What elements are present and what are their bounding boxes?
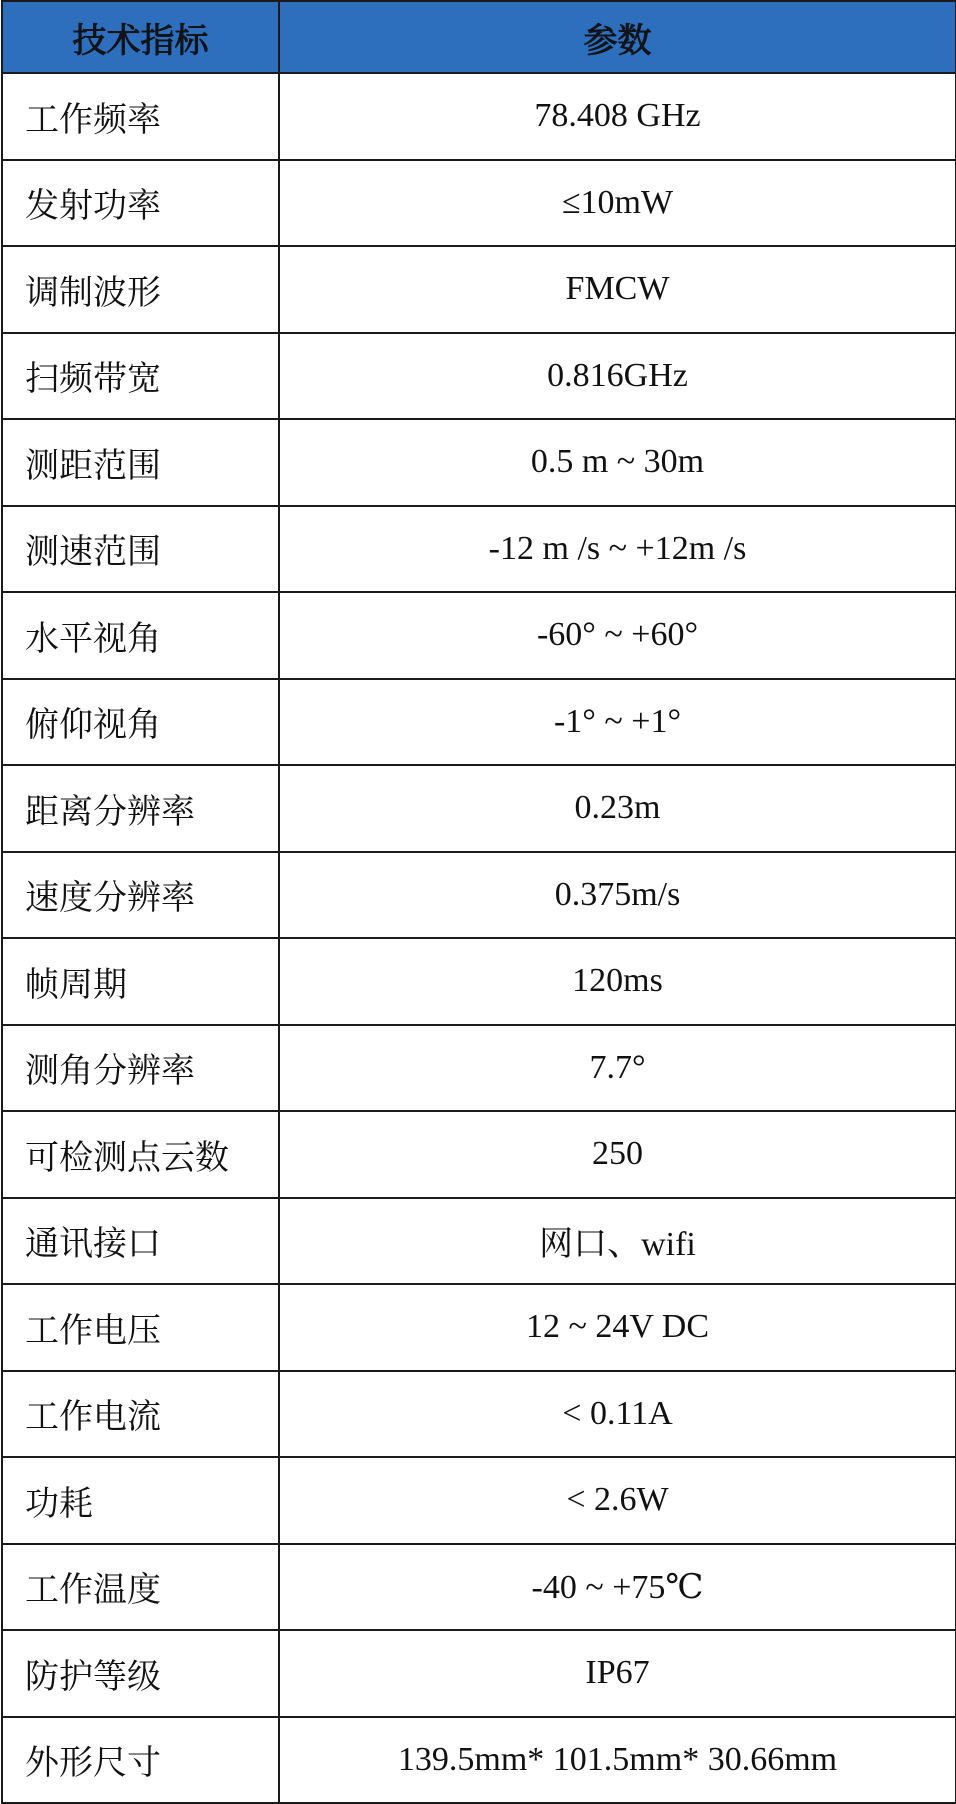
spec-value-cell: -1° ~ +1° bbox=[279, 679, 956, 766]
spec-name-cell: 扫频带宽 bbox=[2, 333, 279, 420]
table-row bbox=[2, 506, 956, 593]
spec-name-cell: 工作频率 bbox=[2, 73, 279, 160]
table-row bbox=[2, 1198, 956, 1285]
table-body bbox=[2, 73, 956, 1803]
header-row bbox=[2, 1, 956, 73]
spec-value-cell: IP67 bbox=[279, 1630, 956, 1717]
table-row bbox=[2, 852, 956, 939]
spec-value-cell: -60° ~ +60° bbox=[279, 592, 956, 679]
spec-value-cell: 139.5mm* 101.5mm* 30.66mm bbox=[279, 1717, 956, 1804]
spec-value-cell: -12 m /s ~ +12m /s bbox=[279, 506, 956, 593]
spec-name-cell: 工作电压 bbox=[2, 1284, 279, 1371]
table-row bbox=[2, 73, 956, 160]
spec-value-cell: 12 ~ 24V DC bbox=[279, 1284, 956, 1371]
header-spec-value: 参数 bbox=[279, 1, 956, 73]
spec-name-cell: 调制波形 bbox=[2, 246, 279, 333]
spec-name-cell: 测距范围 bbox=[2, 419, 279, 506]
table-row bbox=[2, 333, 956, 420]
spec-name-cell: 通讯接口 bbox=[2, 1198, 279, 1285]
spec-value-cell: 120ms bbox=[279, 938, 956, 1025]
spec-name-cell: 工作温度 bbox=[2, 1544, 279, 1631]
table-row bbox=[2, 246, 956, 333]
table-row bbox=[2, 419, 956, 506]
spec-value-cell: 网口、wifi bbox=[279, 1198, 956, 1285]
spec-name-cell: 帧周期 bbox=[2, 938, 279, 1025]
spec-name-cell: 水平视角 bbox=[2, 592, 279, 679]
spec-value-cell: ≤10mW bbox=[279, 160, 956, 247]
spec-value-cell: < 0.11A bbox=[279, 1371, 956, 1458]
spec-value-cell: 7.7° bbox=[279, 1025, 956, 1112]
table-row bbox=[2, 1111, 956, 1198]
spec-value-cell: FMCW bbox=[279, 246, 956, 333]
spec-value-cell: 0.816GHz bbox=[279, 333, 956, 420]
table-row bbox=[2, 1717, 956, 1804]
table-row bbox=[2, 160, 956, 247]
spec-name-cell: 工作电流 bbox=[2, 1371, 279, 1458]
spec-name-cell: 速度分辨率 bbox=[2, 852, 279, 939]
spec-name-cell: 可检测点云数 bbox=[2, 1111, 279, 1198]
table-row bbox=[2, 1630, 956, 1717]
spec-value-cell: -40 ~ +75℃ bbox=[279, 1544, 956, 1631]
spec-table bbox=[1, 0, 956, 1804]
spec-value-cell: 78.408 GHz bbox=[279, 73, 956, 160]
header-spec-name: 技术指标 bbox=[2, 1, 279, 73]
spec-name-cell: 外形尺寸 bbox=[2, 1717, 279, 1804]
spec-name-cell: 发射功率 bbox=[2, 160, 279, 247]
table-row bbox=[2, 679, 956, 766]
spec-name-cell: 距离分辨率 bbox=[2, 765, 279, 852]
table-row bbox=[2, 1457, 956, 1544]
spec-value-cell: 0.375m/s bbox=[279, 852, 956, 939]
table-row bbox=[2, 592, 956, 679]
table-row bbox=[2, 1284, 956, 1371]
table-header bbox=[2, 1, 956, 73]
table-row bbox=[2, 765, 956, 852]
spec-value-cell: 250 bbox=[279, 1111, 956, 1198]
spec-value-cell: < 2.6W bbox=[279, 1457, 956, 1544]
spec-name-cell: 俯仰视角 bbox=[2, 679, 279, 766]
table-row bbox=[2, 1371, 956, 1458]
spec-name-cell: 测角分辨率 bbox=[2, 1025, 279, 1112]
spec-name-cell: 功耗 bbox=[2, 1457, 279, 1544]
table-row bbox=[2, 1025, 956, 1112]
table-row bbox=[2, 938, 956, 1025]
spec-name-cell: 防护等级 bbox=[2, 1630, 279, 1717]
spec-value-cell: 0.5 m ~ 30m bbox=[279, 419, 956, 506]
spec-name-cell: 测速范围 bbox=[2, 506, 279, 593]
table-row bbox=[2, 1544, 956, 1631]
spec-value-cell: 0.23m bbox=[279, 765, 956, 852]
